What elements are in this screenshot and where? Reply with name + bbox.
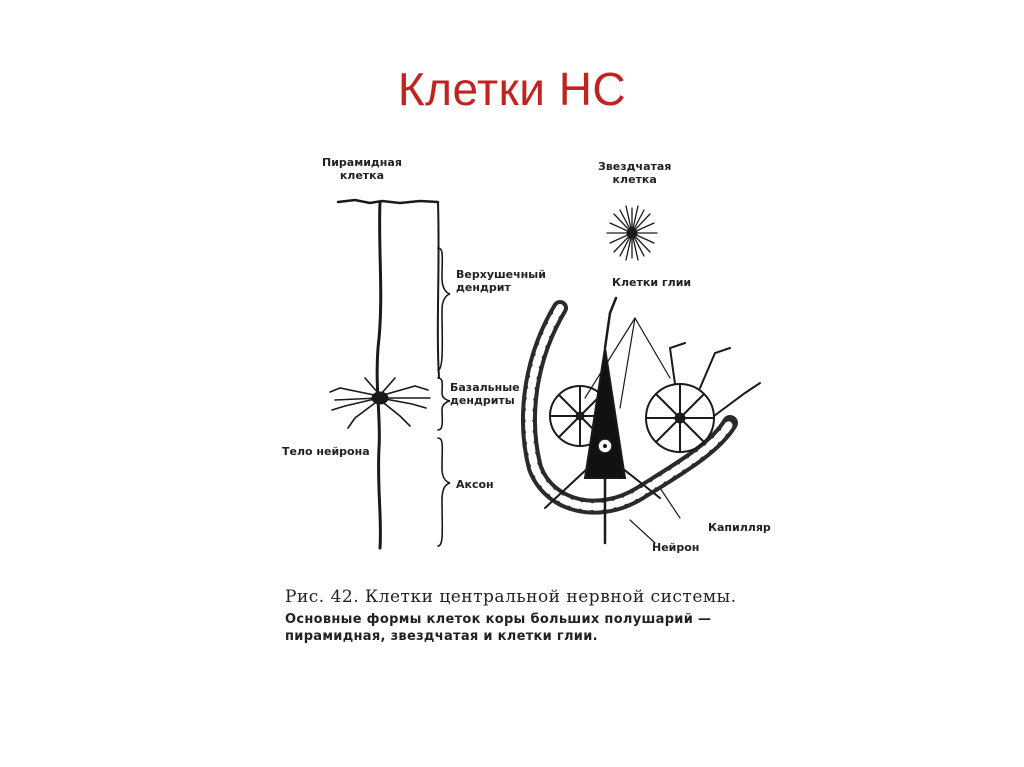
label-stellate-cell: Звездчатая клетка (598, 160, 672, 186)
label-glial-cells: Клетки глии (612, 276, 692, 289)
caption-description: Основные формы клеток коры больших полушарий — пирамидная, звездчатая и клетки глии. (285, 612, 712, 644)
pyramidal-soma (372, 392, 388, 404)
label-neuron-body: Тело нейрона (282, 445, 370, 458)
neuron-body (585, 348, 625, 478)
neuron-apical (605, 298, 616, 348)
stellate-soma (627, 228, 637, 238)
glia-leader-2 (620, 318, 635, 408)
slide-title: Клетки НС (397, 63, 627, 115)
capillary-leader (660, 488, 680, 518)
glia-leader-3 (635, 318, 670, 378)
label-basal-dendrites: Базальные дендриты (450, 381, 520, 407)
label-axon: Аксон (456, 478, 494, 491)
label-neuron: Нейрон (652, 541, 700, 554)
capillary-wall (529, 308, 730, 507)
label-capillary: Капилляр (708, 521, 771, 534)
label-pyramidal-cell: Пирамидная клетка (322, 156, 402, 182)
neuron-leader (630, 520, 655, 543)
apical-tuft (338, 200, 438, 203)
braces (438, 248, 450, 546)
figure-caption (285, 587, 765, 645)
apical-side-line (438, 202, 439, 378)
nervous-system-cells-figure (260, 148, 780, 588)
caption-title: Рис. 42. Клетки центральной нервной системы. (285, 587, 737, 607)
neuron-illustration (260, 148, 780, 588)
capillary-lumen (529, 308, 730, 507)
pyramidal-axis (377, 202, 381, 548)
label-apical-dendrite: Верхушечный дендрит (456, 268, 546, 294)
